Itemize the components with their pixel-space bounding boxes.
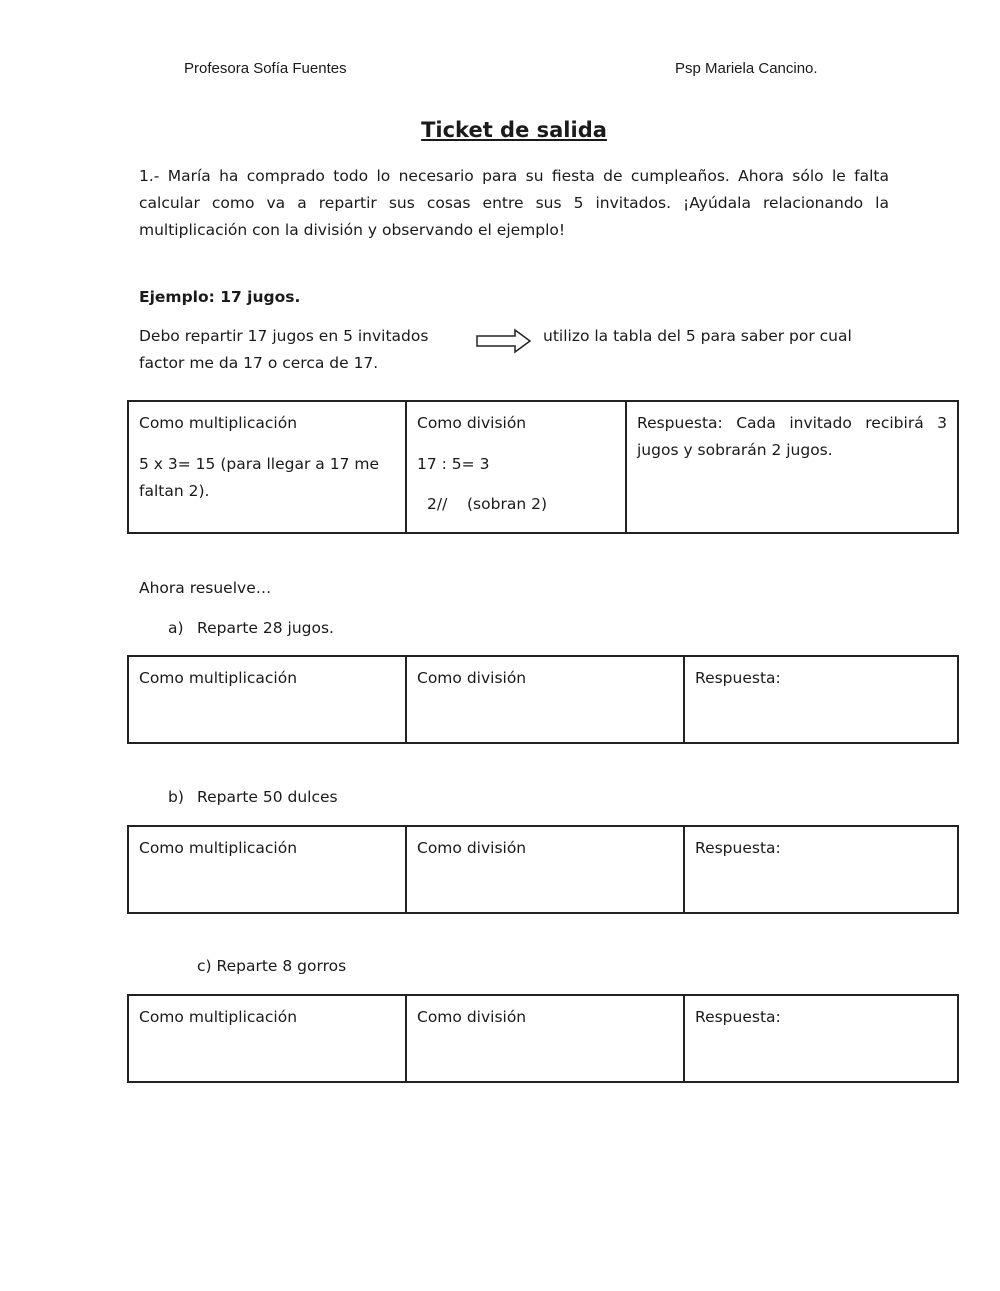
- now-solve-label: Ahora resuelve…: [139, 579, 272, 597]
- example-col2-line1: 17 : 5= 3: [417, 455, 490, 473]
- table-row: [128, 401, 958, 533]
- exercise-b-division-cell[interactable]: [406, 826, 684, 913]
- header-right: Psp Mariela Cancino.: [675, 60, 818, 77]
- exercise-a-answer-cell[interactable]: [684, 656, 958, 743]
- exercise-b-table: [127, 825, 959, 914]
- exercise-b-answer-cell[interactable]: [684, 826, 958, 913]
- example-col3-text: Respuesta: Cada invitado recibirá 3 jugos y sobrarán 2 jugos.: [637, 414, 947, 459]
- example-col1-body: 5 x 3= 15 (para llegar a 17 me faltan 2).: [139, 455, 379, 500]
- exercise-b-col2: Como división: [417, 839, 527, 857]
- exercise-a-col1: Como multiplicación: [139, 669, 298, 687]
- exercise-a-division-cell[interactable]: [406, 656, 684, 743]
- example-line1-right: utilizo la tabla del 5 para saber por cual: [543, 327, 852, 345]
- exercise-c-col3: Respuesta:: [695, 1008, 781, 1026]
- header-left: Profesora Sofía Fuentes: [184, 60, 347, 77]
- exercise-c-table: [127, 994, 959, 1083]
- example-line2: factor me da 17 o cerca de 17.: [139, 354, 379, 372]
- exercise-c-division-cell[interactable]: [406, 995, 684, 1082]
- exercise-c-col2: Como división: [417, 1008, 527, 1026]
- right-arrow-icon: [475, 328, 533, 354]
- exercise-a-col2: Como división: [417, 669, 527, 687]
- exercise-c-col1: Como multiplicación: [139, 1008, 298, 1026]
- example-table: [127, 400, 959, 534]
- example-col2-line2: 2// (sobran 2): [427, 495, 547, 513]
- page-title: Ticket de salida: [421, 118, 607, 142]
- table-row: [128, 656, 958, 743]
- exercise-c-multiplication-cell[interactable]: [128, 995, 406, 1082]
- exercise-b-multiplication-cell[interactable]: [128, 826, 406, 913]
- example-line1-left: Debo repartir 17 jugos en 5 invitados: [139, 327, 429, 345]
- example-col1-header: Como multiplicación: [139, 414, 298, 432]
- exercise-a-text: Reparte 28 jugos.: [197, 619, 334, 637]
- exercise-a-multiplication-cell[interactable]: [128, 656, 406, 743]
- example-multiplication-cell: [128, 401, 406, 533]
- exercise-c-text: c) Reparte 8 gorros: [197, 957, 347, 975]
- table-row: [128, 995, 958, 1082]
- exercise-a-table: [127, 655, 959, 744]
- problem-text: 1.- María ha comprado todo lo necesario para su fiesta de cumpleaños. Ahora sólo le falta calcular como va a repartir sus cosas entre sus 5 invitados. ¡Ayúdala relacionando la multiplicación con la división y observando el ejemplo!: [139, 167, 889, 239]
- example-answer-cell: [626, 401, 958, 533]
- example-division-cell: [406, 401, 626, 533]
- exercise-b-text: Reparte 50 dulces: [197, 788, 338, 806]
- table-row: [128, 826, 958, 913]
- exercise-c-answer-cell[interactable]: [684, 995, 958, 1082]
- exercise-b-label: b): [168, 788, 184, 806]
- exercise-a-label: a): [168, 619, 184, 637]
- exercise-a-col3: Respuesta:: [695, 669, 781, 687]
- example-col2-header: Como división: [417, 414, 527, 432]
- example-heading: Ejemplo: 17 jugos.: [139, 288, 301, 306]
- exercise-b-col3: Respuesta:: [695, 839, 781, 857]
- exercise-b-col1: Como multiplicación: [139, 839, 298, 857]
